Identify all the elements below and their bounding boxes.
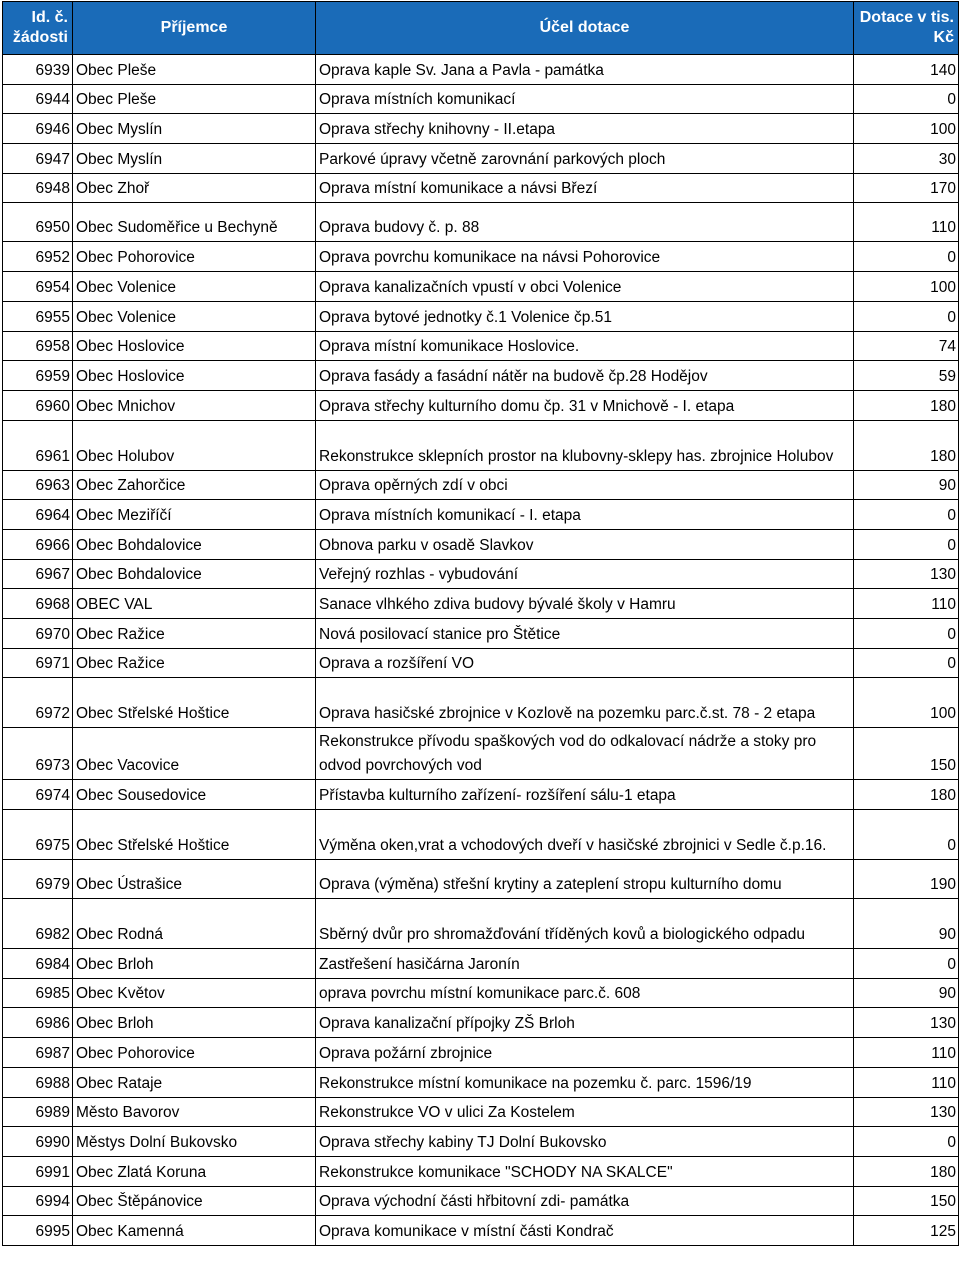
table-row	[3, 949, 959, 979]
table-row	[3, 1067, 959, 1097]
row-id: 6975	[3, 810, 73, 860]
row-recipient: Obec Štěpánovice	[73, 1186, 316, 1216]
table-row	[3, 242, 959, 272]
row-id: 6966	[3, 529, 73, 559]
table-row	[3, 1186, 959, 1216]
row-purpose: Oprava (výměna) střešní krytiny a zateplení stropu kulturního domu	[316, 860, 854, 899]
table-row	[3, 144, 959, 174]
row-amount: 90	[854, 470, 959, 500]
row-amount: 74	[854, 331, 959, 361]
table-row	[3, 114, 959, 144]
header-amount: Dotace v tis. Kč	[854, 2, 959, 55]
row-purpose: Oprava kanalizační přípojky ZŠ Brloh	[316, 1008, 854, 1038]
table-row	[3, 810, 959, 860]
row-purpose: Parkové úpravy včetně zarovnání parkových ploch	[316, 144, 854, 174]
row-id: 6974	[3, 780, 73, 810]
row-id: 6979	[3, 860, 73, 899]
row-purpose: Oprava komunikace v místní části Kondrač	[316, 1216, 854, 1246]
row-amount: 150	[854, 728, 959, 780]
row-recipient: Obec Ústrašice	[73, 860, 316, 899]
row-amount: 100	[854, 678, 959, 728]
row-recipient: Obec Volenice	[73, 272, 316, 302]
row-recipient: Obec Kamenná	[73, 1216, 316, 1246]
row-amount: 180	[854, 1156, 959, 1186]
table-row	[3, 978, 959, 1008]
row-id: 6939	[3, 55, 73, 85]
table-row	[3, 1038, 959, 1068]
table-body	[3, 55, 959, 1246]
row-purpose: Oprava bytové jednotky č.1 Volenice čp.51	[316, 301, 854, 331]
row-id: 6959	[3, 361, 73, 391]
row-id: 6985	[3, 978, 73, 1008]
table-row	[3, 500, 959, 530]
table-row	[3, 559, 959, 589]
row-amount: 125	[854, 1216, 959, 1246]
table-row	[3, 331, 959, 361]
row-purpose: Oprava východní části hřbitovní zdi- památka	[316, 1186, 854, 1216]
row-amount: 130	[854, 559, 959, 589]
row-purpose: Oprava místních komunikací - I. etapa	[316, 500, 854, 530]
row-id: 6972	[3, 678, 73, 728]
row-recipient: Město Bavorov	[73, 1097, 316, 1127]
row-id: 6986	[3, 1008, 73, 1038]
table-row	[3, 272, 959, 302]
row-recipient: Obec Volenice	[73, 301, 316, 331]
row-amount: 130	[854, 1008, 959, 1038]
row-id: 6958	[3, 331, 73, 361]
table-row	[3, 203, 959, 242]
table-row	[3, 1156, 959, 1186]
row-recipient: Obec Meziříčí	[73, 500, 316, 530]
row-id: 6989	[3, 1097, 73, 1127]
table-row	[3, 1097, 959, 1127]
row-purpose: Oprava místní komunikace a návsi Březí	[316, 173, 854, 203]
table-row	[3, 589, 959, 619]
row-recipient: Obec Hoslovice	[73, 361, 316, 391]
row-purpose: Oprava kanalizačních vpustí v obci Volenice	[316, 272, 854, 302]
table-row	[3, 860, 959, 899]
row-recipient: Obec Rodná	[73, 899, 316, 949]
row-purpose: oprava povrchu místní komunikace parc.č. 608	[316, 978, 854, 1008]
row-amount: 0	[854, 1127, 959, 1157]
row-amount: 110	[854, 1038, 959, 1068]
row-amount: 110	[854, 1067, 959, 1097]
row-purpose: Výměna oken,vrat a vchodových dveří v hasičské zbrojnici v Sedle č.p.16.	[316, 810, 854, 860]
row-id: 6964	[3, 500, 73, 530]
row-amount: 110	[854, 589, 959, 619]
row-recipient: Obec Mnichov	[73, 390, 316, 420]
table-row	[3, 780, 959, 810]
row-purpose: Oprava budovy č. p. 88	[316, 203, 854, 242]
row-id: 6950	[3, 203, 73, 242]
row-amount: 0	[854, 84, 959, 114]
table-row	[3, 173, 959, 203]
row-purpose: Oprava fasády a fasádní nátěr na budově čp.28 Hodějov	[316, 361, 854, 391]
row-recipient: Obec Brloh	[73, 1008, 316, 1038]
row-purpose: Oprava střechy kabiny TJ Dolní Bukovsko	[316, 1127, 854, 1157]
row-purpose: Rekonstrukce sklepních prostor na klubovny-sklepy has. zbrojnice Holubov	[316, 420, 854, 470]
row-amount: 90	[854, 978, 959, 1008]
row-recipient: Obec Myslín	[73, 114, 316, 144]
row-id: 6944	[3, 84, 73, 114]
row-amount: 90	[854, 899, 959, 949]
row-id: 6971	[3, 648, 73, 678]
row-recipient: Městys Dolní Bukovsko	[73, 1127, 316, 1157]
row-recipient: Obec Bohdalovice	[73, 559, 316, 589]
row-recipient: Obec Holubov	[73, 420, 316, 470]
row-amount: 0	[854, 949, 959, 979]
table-row	[3, 619, 959, 649]
row-amount: 100	[854, 114, 959, 144]
row-purpose: Oprava střechy kulturního domu čp. 31 v Mnichově - I. etapa	[316, 390, 854, 420]
table-row	[3, 648, 959, 678]
row-recipient: Obec Střelské Hoštice	[73, 678, 316, 728]
row-recipient: Obec Rataje	[73, 1067, 316, 1097]
row-amount: 0	[854, 500, 959, 530]
header-purpose: Účel dotace	[316, 2, 854, 55]
row-recipient: Obec Zlatá Koruna	[73, 1156, 316, 1186]
row-recipient: Obec Sudoměřice u Bechyně	[73, 203, 316, 242]
row-purpose: Veřejný rozhlas - vybudování	[316, 559, 854, 589]
row-id: 6988	[3, 1067, 73, 1097]
row-id: 6987	[3, 1038, 73, 1068]
row-amount: 140	[854, 55, 959, 85]
row-id: 6990	[3, 1127, 73, 1157]
row-amount: 0	[854, 619, 959, 649]
table-row	[3, 529, 959, 559]
row-id: 6984	[3, 949, 73, 979]
row-recipient: Obec Hoslovice	[73, 331, 316, 361]
row-purpose: Rekonstrukce přívodu spaškových vod do odkalovací nádrže a stoky pro odvod povrchových vod	[316, 728, 854, 780]
row-recipient: Obec Bohdalovice	[73, 529, 316, 559]
row-purpose: Sběrný dvůr pro shromažďování tříděných kovů a biologického odpadu	[316, 899, 854, 949]
row-id: 6995	[3, 1216, 73, 1246]
row-recipient: Obec Květov	[73, 978, 316, 1008]
row-recipient: Obec Sousedovice	[73, 780, 316, 810]
row-purpose: Oprava a rozšíření VO	[316, 648, 854, 678]
row-recipient: Obec Ražice	[73, 648, 316, 678]
row-recipient: Obec Pohorovice	[73, 242, 316, 272]
row-purpose: Oprava požární zbrojnice	[316, 1038, 854, 1068]
row-id: 6982	[3, 899, 73, 949]
table-row	[3, 390, 959, 420]
row-purpose: Oprava povrchu komunikace na návsi Pohorovice	[316, 242, 854, 272]
table-header-row	[3, 2, 959, 55]
row-purpose: Oprava střechy knihovny - II.etapa	[316, 114, 854, 144]
row-purpose: Rekonstrukce komunikace "SCHODY NA SKALCE"	[316, 1156, 854, 1186]
row-recipient: Obec Pleše	[73, 84, 316, 114]
row-purpose: Nová posilovací stanice pro Štětice	[316, 619, 854, 649]
row-recipient: Obec Zahorčice	[73, 470, 316, 500]
row-id: 6952	[3, 242, 73, 272]
row-purpose: Zastřešení hasičárna Jaronín	[316, 949, 854, 979]
header-recipient: Příjemce	[73, 2, 316, 55]
table-row	[3, 420, 959, 470]
row-id: 6947	[3, 144, 73, 174]
row-purpose: Oprava kaple Sv. Jana a Pavla - památka	[316, 55, 854, 85]
row-id: 6994	[3, 1186, 73, 1216]
row-id: 6961	[3, 420, 73, 470]
row-id: 6991	[3, 1156, 73, 1186]
row-id: 6963	[3, 470, 73, 500]
row-amount: 0	[854, 529, 959, 559]
table-row	[3, 899, 959, 949]
row-id: 6968	[3, 589, 73, 619]
row-id: 6955	[3, 301, 73, 331]
row-recipient: Obec Střelské Hoštice	[73, 810, 316, 860]
row-amount: 0	[854, 648, 959, 678]
header-id: Id. č. žádosti	[3, 2, 73, 55]
table-row	[3, 678, 959, 728]
row-recipient: Obec Pleše	[73, 55, 316, 85]
row-amount: 110	[854, 203, 959, 242]
row-purpose: Sanace vlhkého zdiva budovy bývalé školy v Hamru	[316, 589, 854, 619]
row-recipient: Obec Myslín	[73, 144, 316, 174]
row-id: 6973	[3, 728, 73, 780]
row-amount: 130	[854, 1097, 959, 1127]
row-amount: 180	[854, 390, 959, 420]
row-amount: 100	[854, 272, 959, 302]
row-id: 6948	[3, 173, 73, 203]
row-purpose: Rekonstrukce VO v ulici Za Kostelem	[316, 1097, 854, 1127]
row-amount: 0	[854, 242, 959, 272]
grants-table	[2, 1, 959, 1246]
row-recipient: Obec Zhoř	[73, 173, 316, 203]
table-row	[3, 55, 959, 85]
row-amount: 150	[854, 1186, 959, 1216]
row-amount: 59	[854, 361, 959, 391]
row-purpose: Oprava hasičské zbrojnice v Kozlově na pozemku parc.č.st. 78 - 2 etapa	[316, 678, 854, 728]
row-purpose: Rekonstrukce místní komunikace na pozemku č. parc. 1596/19	[316, 1067, 854, 1097]
row-amount: 0	[854, 810, 959, 860]
row-recipient: Obec Pohorovice	[73, 1038, 316, 1068]
table-row	[3, 1008, 959, 1038]
row-purpose: Přístavba kulturního zařízení- rozšíření sálu-1 etapa	[316, 780, 854, 810]
row-purpose: Oprava opěrných zdí v obci	[316, 470, 854, 500]
row-id: 6970	[3, 619, 73, 649]
table-row	[3, 470, 959, 500]
row-amount: 180	[854, 420, 959, 470]
row-purpose: Obnova parku v osadě Slavkov	[316, 529, 854, 559]
row-id: 6946	[3, 114, 73, 144]
row-purpose: Oprava místních komunikací	[316, 84, 854, 114]
row-recipient: OBEC VAL	[73, 589, 316, 619]
table-row	[3, 1127, 959, 1157]
table-row	[3, 1216, 959, 1246]
row-recipient: Obec Ražice	[73, 619, 316, 649]
row-recipient: Obec Brloh	[73, 949, 316, 979]
row-amount: 180	[854, 780, 959, 810]
row-amount: 170	[854, 173, 959, 203]
row-amount: 0	[854, 301, 959, 331]
table-row	[3, 301, 959, 331]
row-id: 6967	[3, 559, 73, 589]
row-amount: 30	[854, 144, 959, 174]
row-purpose: Oprava místní komunikace Hoslovice.	[316, 331, 854, 361]
row-recipient: Obec Vacovice	[73, 728, 316, 780]
row-id: 6960	[3, 390, 73, 420]
row-id: 6954	[3, 272, 73, 302]
table-row	[3, 361, 959, 391]
table-row	[3, 728, 959, 780]
table-row	[3, 84, 959, 114]
row-amount: 190	[854, 860, 959, 899]
